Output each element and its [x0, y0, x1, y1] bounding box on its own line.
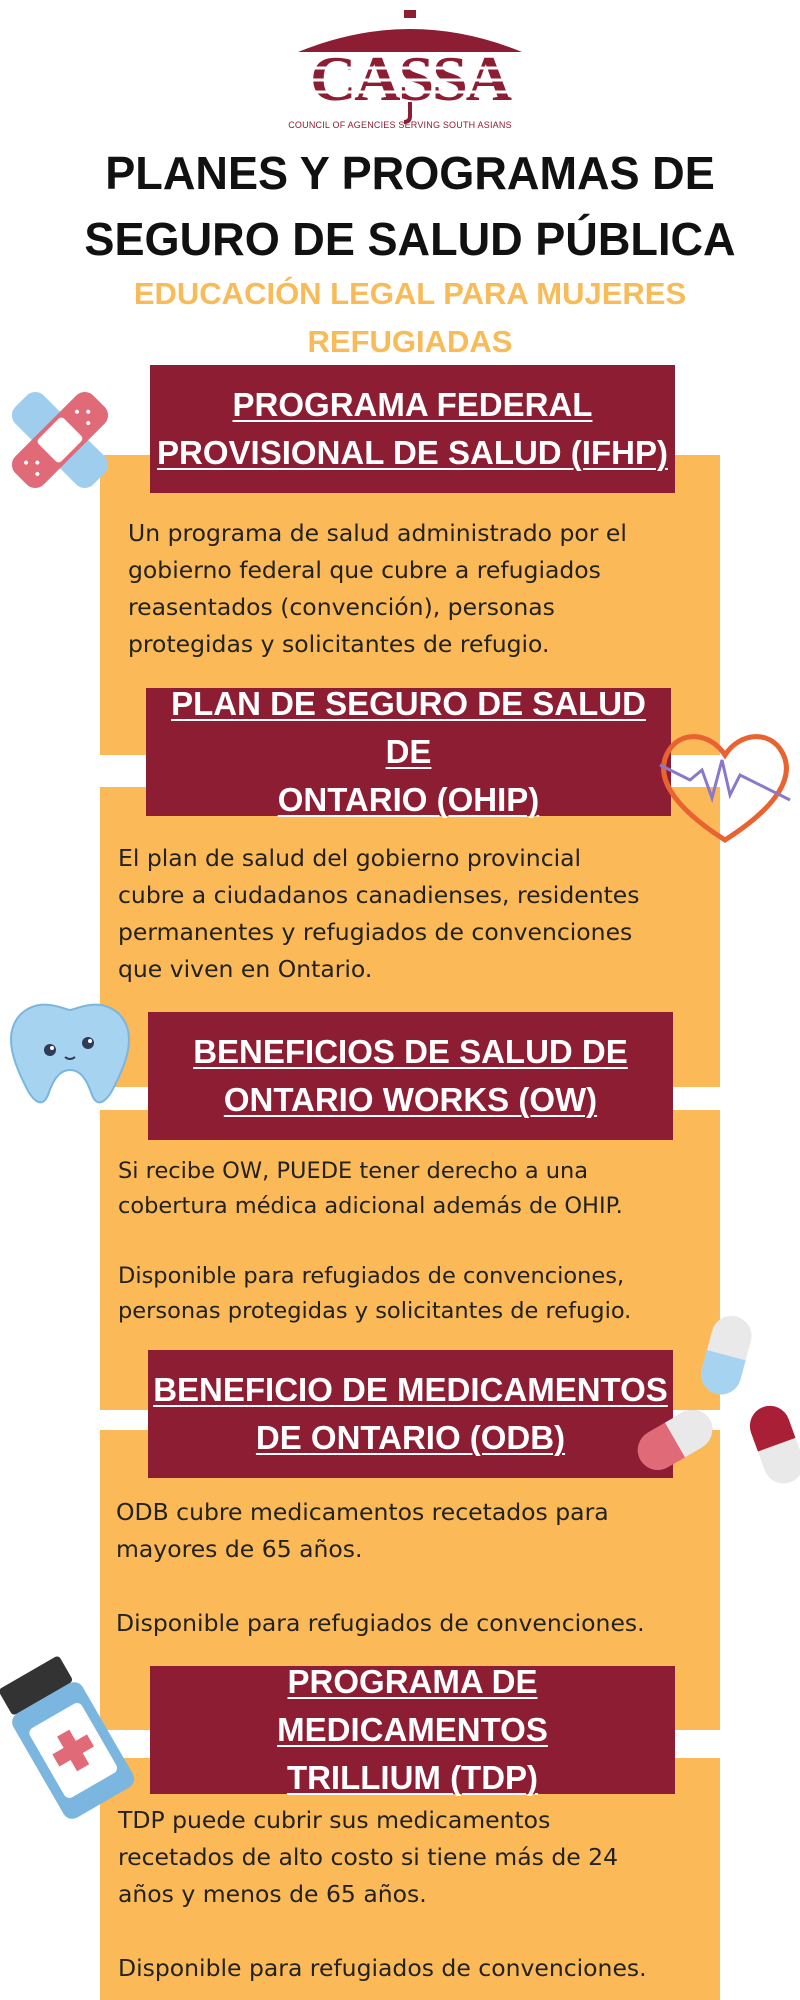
ifhp-heading [150, 365, 675, 493]
ow-heading-line-1: BENEFICIOS DE SALUD DE [193, 1033, 628, 1070]
subtitle-line-2: REFUGIADAS [307, 324, 513, 359]
ow-heading-line-2: ONTARIO WORKS (OW) [223, 1081, 598, 1118]
logo-tagline: COUNCIL OF AGENCIES SERVING SOUTH ASIANS [288, 120, 512, 130]
tdp-heading-line-2: TRILLIUM (TDP) [286, 1759, 539, 1796]
heartbeat-icon [650, 720, 800, 850]
odb-heading-line-1: BENEFICIO DE MEDICAMENTOS [153, 1371, 668, 1408]
page-subtitle [80, 270, 740, 366]
ohip-description: El plan de salud del gobierno provincial cubre a ciudadanos canadienses, residentes permanentes y refugiados de convenciones que viven en Ontario. [118, 844, 640, 983]
title-line-2: SEGURO DE SALUD PÚBLICA [84, 213, 736, 265]
odb-heading-line-2: DE ONTARIO (ODB) [255, 1419, 566, 1456]
pill-capsule-icon [630, 1310, 800, 1490]
subtitle-line-1: EDUCACIÓN LEGAL PARA MUJERES [133, 276, 687, 311]
ow-description: Si recibe OW, PUEDE tener derecho a una cobertura médica adicional además de OHIP. Disponible para refugiados de convenciones, personas protegidas y solicitantes de refugio. [118, 1158, 632, 1324]
title-line-1: PLANES Y PROGRAMAS DE [105, 147, 715, 199]
odb-heading [148, 1350, 673, 1478]
tdp-description: TDP puede cubrir sus medicamentos recetados de alto costo si tiene más de 24 años y menos de 65 años. Disponible para refugiados de convenciones. [118, 1806, 647, 1982]
svg-text:CASSA: CASSA [310, 43, 510, 114]
ow-heading [148, 1012, 673, 1140]
tooth-icon [0, 995, 140, 1115]
ifhp-heading-line-1: PROGRAMA FEDERAL [232, 386, 593, 423]
cassa-logo [290, 10, 530, 135]
odb-description: ODB cubre medicamentos recetados para mayores de 65 años. Disponible para refugiados de convenciones. [116, 1498, 645, 1637]
ifhp-description: Un programa de salud administrado por el gobierno federal que cubre a refugiados reasentados (convención), personas protegidas y solicitantes de refugio. [128, 519, 627, 658]
ohip-heading-line-1: PLAN DE SEGURO DE SALUD DE [171, 685, 646, 770]
medicine-bottle-icon [0, 1645, 140, 1825]
bandage-icon [0, 380, 120, 500]
ohip-heading-line-2: ONTARIO (OHIP) [277, 781, 540, 818]
ifhp-heading-line-2: PROVISIONAL DE SALUD (IFHP) [157, 434, 668, 471]
tdp-heading [150, 1663, 675, 1796]
ohip-heading [146, 685, 671, 818]
page-title [47, 140, 772, 272]
tdp-heading-line-1: PROGRAMA DE MEDICAMENTOS [277, 1663, 548, 1748]
